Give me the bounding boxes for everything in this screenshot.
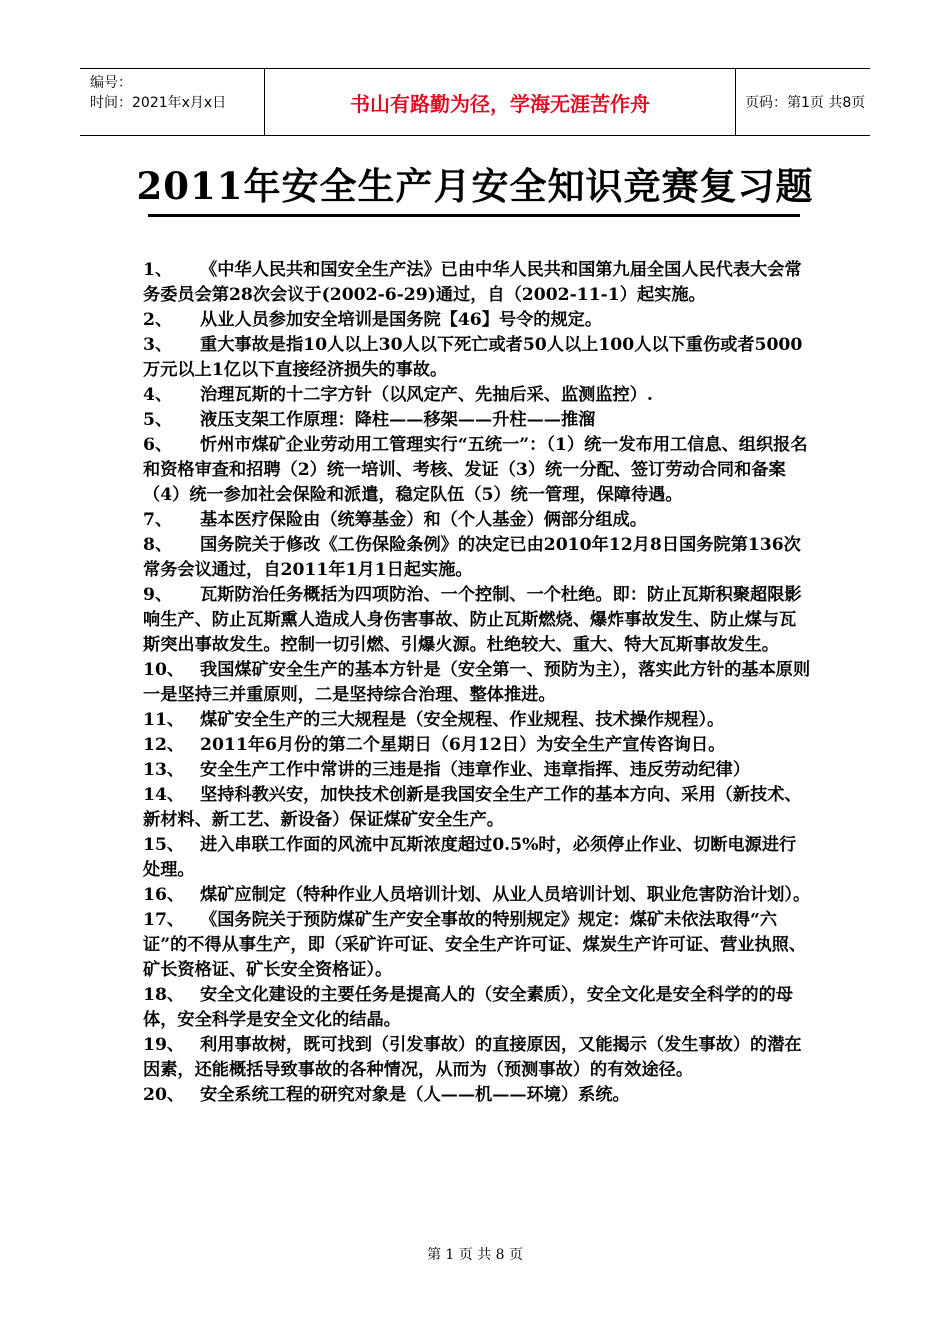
item-number: 4、 (143, 385, 173, 405)
item-text: 煤矿应制定（特种作业人员培训计划、从业人员培训计划、职业危害防治计划）。 (200, 885, 811, 905)
item-text: 液压支架工作原理：降柱——移架——升柱——推溜 (200, 410, 596, 430)
item-number: 6、 (143, 435, 173, 455)
item-text: 我国煤矿安全生产的基本方针是（安全第一、预防为主），落实此方针的基本原则一是坚持三并重原则，二是坚持综合治理、整体推进。 (143, 660, 811, 705)
title-underline (148, 214, 800, 217)
item-text: 从业人员参加安全培训是国务院【46】号令的规定。 (200, 310, 603, 330)
item-text: 利用事故树，既可找到（引发事故）的直接原因，又能揭示（发生事故）的潜在因素，还能概括导致事故的各种情况，从而为（预测事故）的有效途径。 (143, 1035, 802, 1080)
item-text: 安全文化建设的主要任务是提高人的（安全素质），安全文化是安全科学的的母体，安全科学是安全文化的结晶。 (143, 985, 793, 1030)
list-item (143, 583, 813, 658)
item-number: 10、 (143, 660, 185, 680)
item-text: 重大事故是指10人以上30人以下死亡或者50人以上100人以下重伤或者5000万元以上1亿以下直接经济损失的事故。 (143, 335, 803, 380)
list-item (143, 433, 813, 508)
item-text: 2011年6月份的第二个星期日（6月12日）为安全生产宣传咨询日。 (200, 735, 726, 755)
list-item (143, 658, 813, 708)
item-text: 坚持科教兴安，加快技术创新是我国安全生产工作的基本方向、采用（新技术、新材料、新工艺、新设备）保证煤矿安全生产。 (143, 785, 802, 830)
item-text: 忻州市煤矿企业劳动用工管理实行“五统一”：（1）统一发布用工信息、组织报名和资格审查和招聘（2）统一培训、考核、发证（3）统一分配、签订劳动合同和备案（4）统一参加社会保险和派遣，稳定队伍（5）统一管理，保障待遇。 (143, 435, 808, 505)
item-text: 安全系统工程的研究对象是（人——机——环境）系统。 (200, 1085, 630, 1105)
list-item (143, 508, 813, 533)
item-number: 14、 (143, 785, 185, 805)
list-item (143, 883, 813, 908)
list-item (143, 333, 813, 383)
page-footer: 第 1 页 共 8 页 (426, 1247, 524, 1263)
item-number: 2、 (143, 310, 173, 330)
item-number: 12、 (143, 735, 185, 755)
item-text: 国务院关于修改《工伤保险条例》的决定已由2010年12月8日国务院第136次常务会议通过，自2011年1月1日起实施。 (143, 535, 801, 580)
list-item (143, 408, 813, 433)
number-label: 编号： (90, 75, 132, 91)
page-header (80, 68, 870, 136)
header-page-info: 页码：第1页 共8页 (745, 95, 866, 111)
item-number: 8、 (143, 535, 173, 555)
list-item (143, 908, 813, 983)
item-number: 15、 (143, 835, 185, 855)
document-title: 2011年安全生产月安全知识竞赛复习题 (136, 164, 814, 208)
list-item (143, 983, 813, 1033)
list-item (143, 533, 813, 583)
list-item (143, 758, 813, 783)
item-text: 基本医疗保险由（统筹基金）和（个人基金）俩部分组成。 (200, 510, 647, 530)
item-text: 瓦斯防治任务概括为四项防治、一个控制、一个杜绝。即：防止瓦斯积聚超限影响生产、防止瓦斯熏人造成人身伤害事故、防止瓦斯燃烧、爆炸事故发生、防止煤与瓦斯突出事故发生。控制一切引燃、引爆火源。杜绝较大、重大、特大瓦斯事故发生。 (143, 585, 802, 655)
item-text: 进入串联工作面的风流中瓦斯浓度超过0.5%时，必须停止作业、切断电源进行处理。 (143, 835, 797, 880)
list-item (143, 783, 813, 833)
item-number: 17、 (143, 910, 185, 930)
item-number: 1、 (143, 260, 173, 280)
item-text: 《国务院关于预防煤矿生产安全事故的特别规定》规定：煤矿未依法取得“六证”的不得从事生产，即（采矿许可证、安全生产许可证、煤炭生产许可证、营业执照、矿长资格证、矿长安全资格证）。 (143, 910, 807, 980)
item-number: 20、 (143, 1085, 185, 1105)
item-number: 11、 (143, 710, 185, 730)
item-number: 13、 (143, 760, 185, 780)
item-number: 9、 (143, 585, 173, 605)
list-item (143, 833, 813, 883)
item-text: 安全生产工作中常讲的三违是指（违章作业、违章指挥、违反劳动纪律） (200, 760, 751, 780)
header-meta (80, 69, 265, 135)
list-item (143, 1033, 813, 1083)
question-list (143, 258, 813, 1108)
list-item (143, 308, 813, 333)
item-number: 19、 (143, 1035, 185, 1055)
list-item (143, 708, 813, 733)
item-number: 7、 (143, 510, 173, 530)
item-text: 《中华人民共和国安全生产法》已由中华人民共和国第九届全国人民代表大会常务委员会第28次会议于(2002-6-29)通过，自（2002-11-1）起实施。 (143, 260, 802, 305)
item-text: 治理瓦斯的十二字方针（以风定产、先抽后采、监测监控）. (200, 385, 653, 405)
item-number: 3、 (143, 335, 173, 355)
list-item (143, 383, 813, 408)
list-item (143, 1083, 813, 1108)
item-number: 16、 (143, 885, 185, 905)
list-item (143, 258, 813, 308)
item-number: 18、 (143, 985, 185, 1005)
header-motto: 书山有路勤为径，学海无涯苦作舟 (265, 69, 736, 135)
time-label: 时间：2021年x月x日 (90, 95, 227, 111)
list-item (143, 733, 813, 758)
item-text: 煤矿安全生产的三大规程是（安全规程、作业规程、技术操作规程）。 (200, 710, 725, 730)
item-number: 5、 (143, 410, 173, 430)
